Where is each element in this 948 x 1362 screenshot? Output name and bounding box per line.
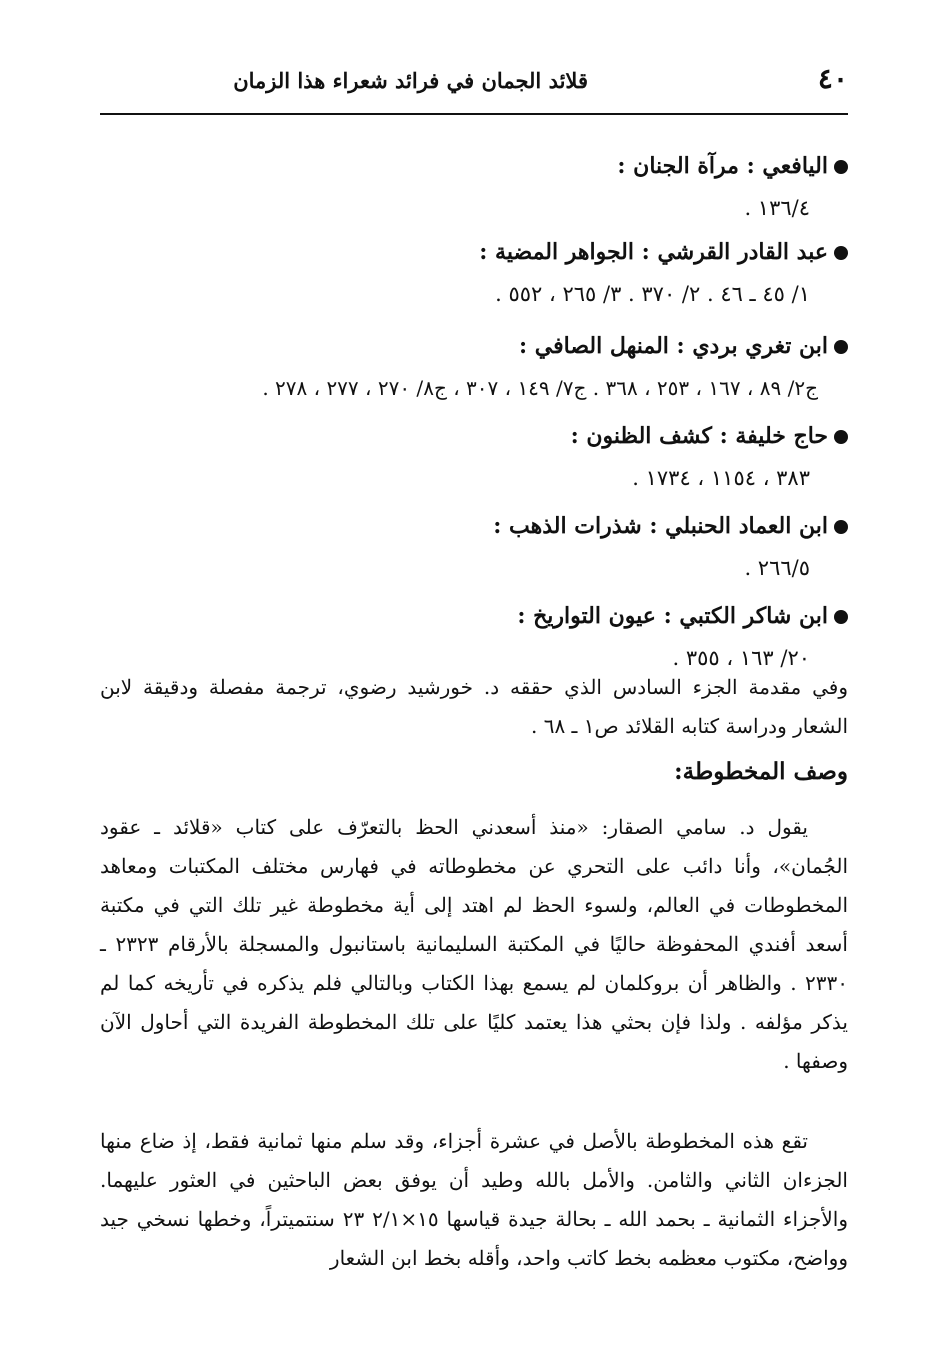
source-refs: ٢٠/ ١٦٣ ، ٣٥٥ . bbox=[672, 646, 810, 670]
bullet-icon bbox=[834, 610, 848, 624]
source-title bbox=[100, 416, 848, 456]
source-title-text: اليافعي : مرآة الجنان : bbox=[617, 153, 828, 179]
body-paragraph-1: يقول د. سامي الصقار: «منذ أسعدني الحظ بالتعرّف على كتاب «قلائد ـ عقود الجُمان»، وأنا دائب على التحري عن مخطوطاته في فهارس مختلف المكتبات ومعاهد المخطوطات في العالم، ولسوء الحظ لم اهتد إلى أية مخطوطة غير تلك التي في مكتبة أسعد أفندي المحفوظة حاليًا في المكتبة السليمانية باستانبول والمسجلة بالأرقام ٢٣٢٣ ـ ٢٣٣٠ . والظاهر أن بروكلمان لم يسمع بهذا الكتاب وبالتالي فلم يذكره في تأريخه كما لم يذكر مؤلفه . ولذا فإن بحثي هذا يعتمد كليًا على تلك المخطوطة الفريدة التي أحاول الآن وصفها . bbox=[100, 815, 848, 1073]
bullet-icon bbox=[834, 430, 848, 444]
source-entry-ibn-al-imad bbox=[100, 506, 848, 590]
page-number: ٤٠ bbox=[817, 62, 848, 95]
source-title bbox=[100, 232, 848, 272]
source-refs: ٣٨٣ ، ١١٥٤ ، ١٧٣٤ . bbox=[632, 466, 810, 490]
source-refs: ١٣٦/٤ . bbox=[744, 196, 810, 220]
source-title bbox=[100, 506, 848, 546]
source-entry-qurashi bbox=[100, 232, 848, 316]
source-refs: ج٢/ ٨٩ ، ١٦٧ ، ٢٥٣ ، ٣٦٨ . ج٧/ ١٤٩ ، ٣٠٧ ، ج٨/ ٢٧٠ ، ٢٧٧ ، ٢٧٨ . bbox=[262, 376, 818, 400]
source-entry-yafii bbox=[100, 146, 848, 230]
page-header bbox=[100, 60, 848, 100]
intro-paragraph: وفي مقدمة الجزء السادس الذي حققه د. خورشيد رضوي، ترجمة مفصلة ودقيقة لابن الشعار ودراسة كتابه القلائد ص١ ـ ٦٨ . bbox=[100, 675, 848, 738]
bullet-icon bbox=[834, 340, 848, 354]
source-title-text: ابن شاكر الكتبي : عيون التواريخ : bbox=[517, 603, 828, 629]
source-entry-haji-khalifa bbox=[100, 416, 848, 500]
source-refs: ٢٦٦/٥ . bbox=[744, 556, 810, 580]
source-title-text: ابن تغري بردي : المنهل الصافي : bbox=[519, 333, 828, 359]
source-title-text: حاج خليفة : كشف الظنون : bbox=[570, 423, 828, 449]
bullet-icon bbox=[834, 246, 848, 260]
bullet-icon bbox=[834, 160, 848, 174]
section-heading: وصف المخطوطة: bbox=[674, 758, 848, 785]
body-paragraph-2: تقع هذه المخطوطة بالأصل في عشرة أجزاء، وقد سلم منها ثمانية فقط، إذ ضاع منها الجزءان الثاني والثامن. والأمل بالله وطيد أن يوفق بعض الباحثين في العثور عليهما. والأجزاء الثمانية ـ بحمد الله ـ بحالة جيدة قياسها ١٥×٢/١ ٢٣ سنتميتراً، وخطها نسخي جيد وواضح، مكتوب معظمه بخط كاتب واحد، وأقله بخط ابن الشعار bbox=[100, 1129, 849, 1270]
source-title-text: ابن العماد الحنبلي : شذرات الذهب : bbox=[493, 513, 828, 539]
running-title: قلائد الجمان في فرائد شعراء هذا الزمان bbox=[233, 68, 588, 93]
source-title-text: عبد القادر القرشي : الجواهر المضية : bbox=[479, 239, 828, 265]
source-refs: ١/ ٤٥ ـ ٤٦ . ٢/ ٣٧٠ . ٣/ ٢٦٥ ، ٥٥٢ . bbox=[495, 282, 810, 306]
source-title bbox=[100, 326, 848, 366]
header-divider bbox=[100, 113, 848, 115]
source-title bbox=[100, 596, 848, 636]
bullet-icon bbox=[834, 520, 848, 534]
source-title bbox=[100, 146, 848, 186]
source-entry-taghri-birdi bbox=[100, 326, 848, 410]
